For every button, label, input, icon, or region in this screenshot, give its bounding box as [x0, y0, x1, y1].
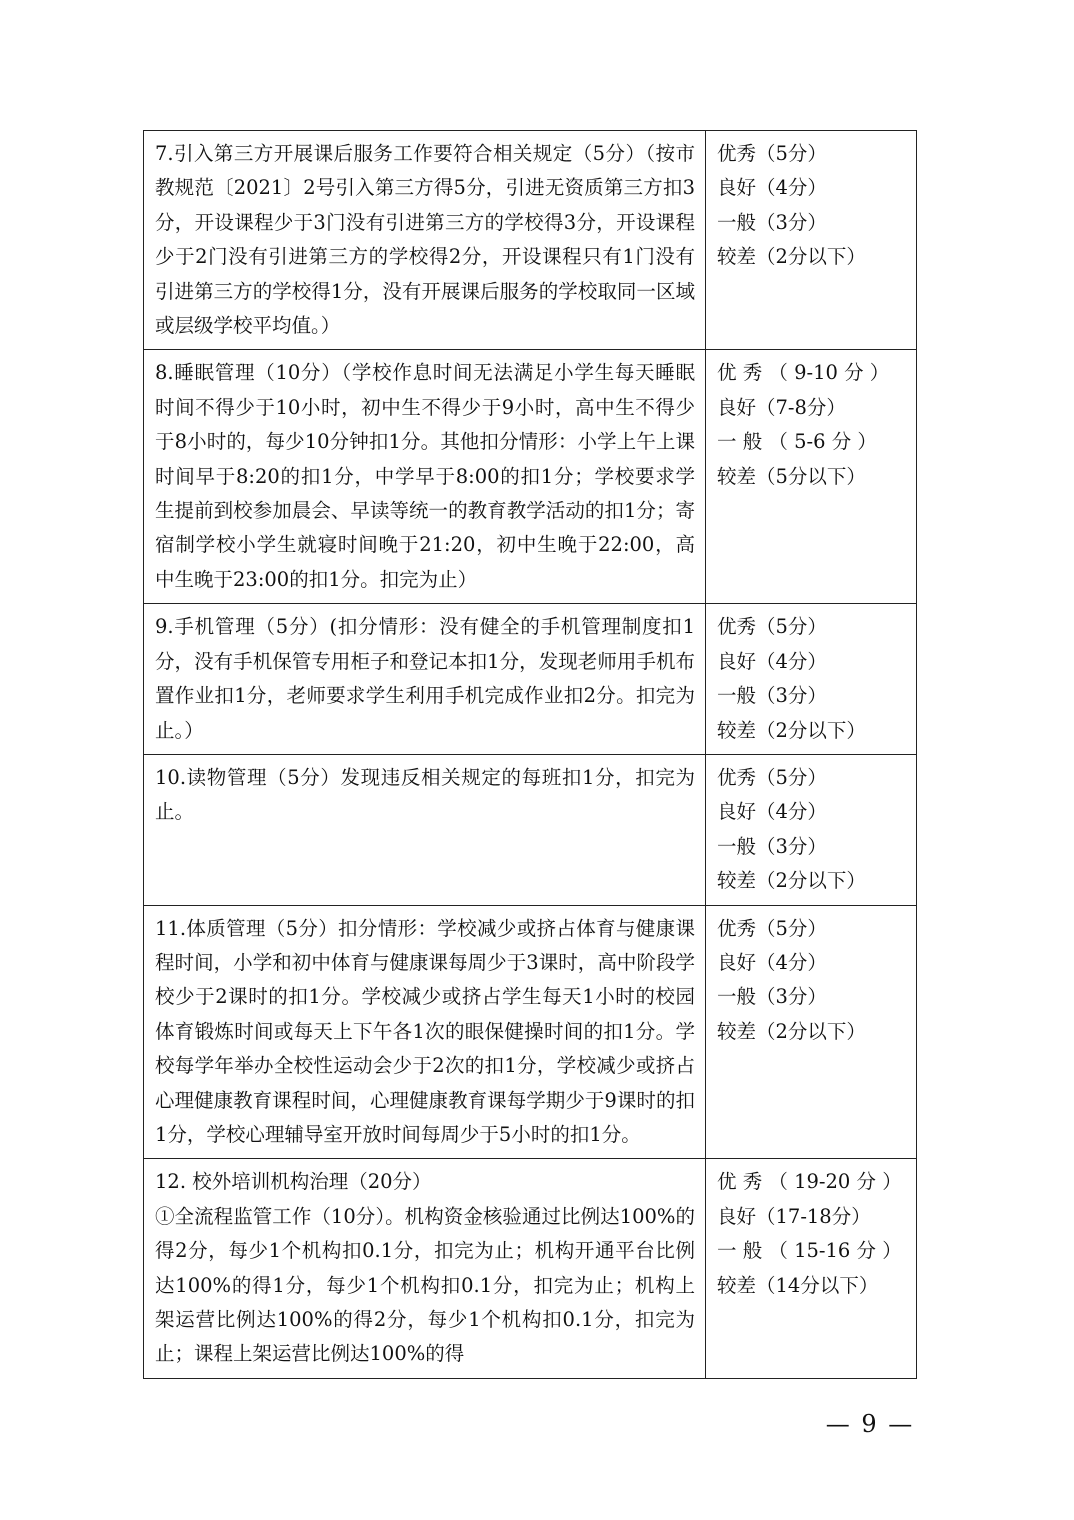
grade-level-text: 一般（3分） — [717, 684, 827, 708]
criteria-description-cell — [144, 754, 706, 905]
grade-level-text: 优秀（5分） — [717, 615, 827, 639]
criteria-description-cell — [144, 1159, 706, 1378]
grade-level-text: 较差（2分以下） — [717, 718, 866, 742]
criteria-row — [144, 905, 917, 1159]
criteria-table-body — [144, 131, 917, 1379]
grade-levels-cell — [706, 131, 917, 350]
grade-level-text: 一 般 （ 15-16 分 ） — [717, 1239, 902, 1263]
evaluation-criteria-table — [143, 130, 917, 1379]
criteria-description-text: 11.体质管理（5分）扣分情形：学校减少或挤占体育与健康课程时间，小学和初中体育与健康课每周少于3课时，高中阶段学校少于2课时的扣1分。学校减少或挤占学生每天1小时的校园体育锻炼时间或每天上下午各1次的眼保健操时间的扣1分。学校每学年举办全校性运动会少于2次的扣1分，学校减少或挤占心理健康教育课程时间，心理健康教育课每学期少于9课时的扣1分，学校心理辅导室开放时间每周少于5小时的扣1分。 — [155, 916, 695, 1146]
criteria-row — [144, 754, 917, 905]
grade-level-text: 一般（3分） — [717, 985, 827, 1009]
grade-level-text: 优 秀 （ 19-20 分 ） — [717, 1170, 902, 1194]
criteria-row — [144, 1159, 917, 1378]
grade-level-text: 一般（3分） — [717, 210, 827, 234]
grade-level-text: 良好（4分） — [717, 649, 827, 673]
criteria-description-text: 7.引入第三方开展课后服务工作要符合相关规定（5分）（按市教规范〔2021〕2号引入第三方得5分，引进无资质第三方扣3分，开设课程少于3门没有引进第三方的学校得3分，开设课程少于2门没有引进第三方的学校得2分，开设课程只有1门没有引进第三方的学校得1分，没有开展课后服务的学校取同一区域或层级学校平均值。） — [155, 142, 695, 338]
criteria-description-cell — [144, 604, 706, 755]
grade-level-text: 较差（14分以下） — [717, 1273, 879, 1297]
grade-level-text: 良好（4分） — [717, 800, 827, 824]
grade-levels-cell — [706, 754, 917, 905]
criteria-description-text: ①全流程监管工作（10分）。机构资金核验通过比例达100%的得2分，每少1个机构扣0.1分，扣完为止；机构开通平台比例达100%的得1分，每少1个机构扣0.1分，扣完为止；机构上架运营比例达100%的得2分，每少1个机构扣0.1分，扣完为止；课程上架运营比例达100%的得 — [155, 1204, 695, 1366]
criteria-description-text: 9.手机管理（5分）(扣分情形：没有健全的手机管理制度扣1分，没有手机保管专用柜子和登记本扣1分，发现老师用手机布置作业扣1分，老师要求学生利用手机完成作业扣2分。扣完为止。） — [155, 615, 695, 742]
grade-levels-cell — [706, 350, 917, 604]
grade-level-text: 优秀（5分） — [717, 916, 827, 940]
grade-levels-cell — [706, 1159, 917, 1378]
grade-level-text: 较差（2分以下） — [717, 869, 866, 893]
grade-levels-cell — [706, 604, 917, 755]
grade-level-text: 较差（2分以下） — [717, 245, 866, 269]
grade-level-text: 优秀（5分） — [717, 142, 827, 165]
criteria-description-cell — [144, 131, 706, 350]
criteria-description-text: 8.睡眠管理（10分）（学校作息时间无法满足小学生每天睡眠时间不得少于10小时，初中生不得少于9小时，高中生不得少于8小时的，每少10分钟扣1分。其他扣分情形：小学上午上课时间早于8:20的扣1分，中学早于8:00的扣1分；学校要求学生提前到校参加晨会、早读等统一的教育教学活动的扣1分；寄宿制学校小学生就寝时间晚于21:20，初中生晚于22:00，高中生晚于23:00的扣1分。扣完为止） — [155, 361, 695, 591]
grade-levels-cell — [706, 905, 917, 1159]
criteria-description-text: 10.读物管理（5分）发现违反相关规定的每班扣1分，扣完为止。 — [155, 765, 695, 824]
grade-level-text: 良好（17-18分） — [717, 1204, 871, 1228]
grade-level-text: 优秀（5分） — [717, 765, 827, 789]
grade-level-text: 较差（5分以下） — [717, 464, 866, 488]
page-number: — 9 — — [825, 1410, 915, 1438]
grade-level-text: 良好（4分） — [717, 176, 827, 200]
criteria-description-cell — [144, 905, 706, 1159]
grade-level-text: 优 秀 （ 9-10 分 ） — [717, 361, 890, 385]
criteria-description-text: 12. 校外培训机构治理（20分） — [155, 1170, 432, 1194]
grade-level-text: 较差（2分以下） — [717, 1019, 866, 1043]
grade-level-text: 良好（4分） — [717, 950, 827, 974]
criteria-row — [144, 350, 917, 604]
criteria-row — [144, 131, 917, 350]
grade-level-text: 一 般 （ 5-6 分 ） — [717, 430, 877, 454]
criteria-row — [144, 604, 917, 755]
grade-level-text: 良好（7-8分） — [717, 395, 846, 419]
grade-level-text: 一般（3分） — [717, 834, 827, 858]
criteria-description-cell — [144, 350, 706, 604]
